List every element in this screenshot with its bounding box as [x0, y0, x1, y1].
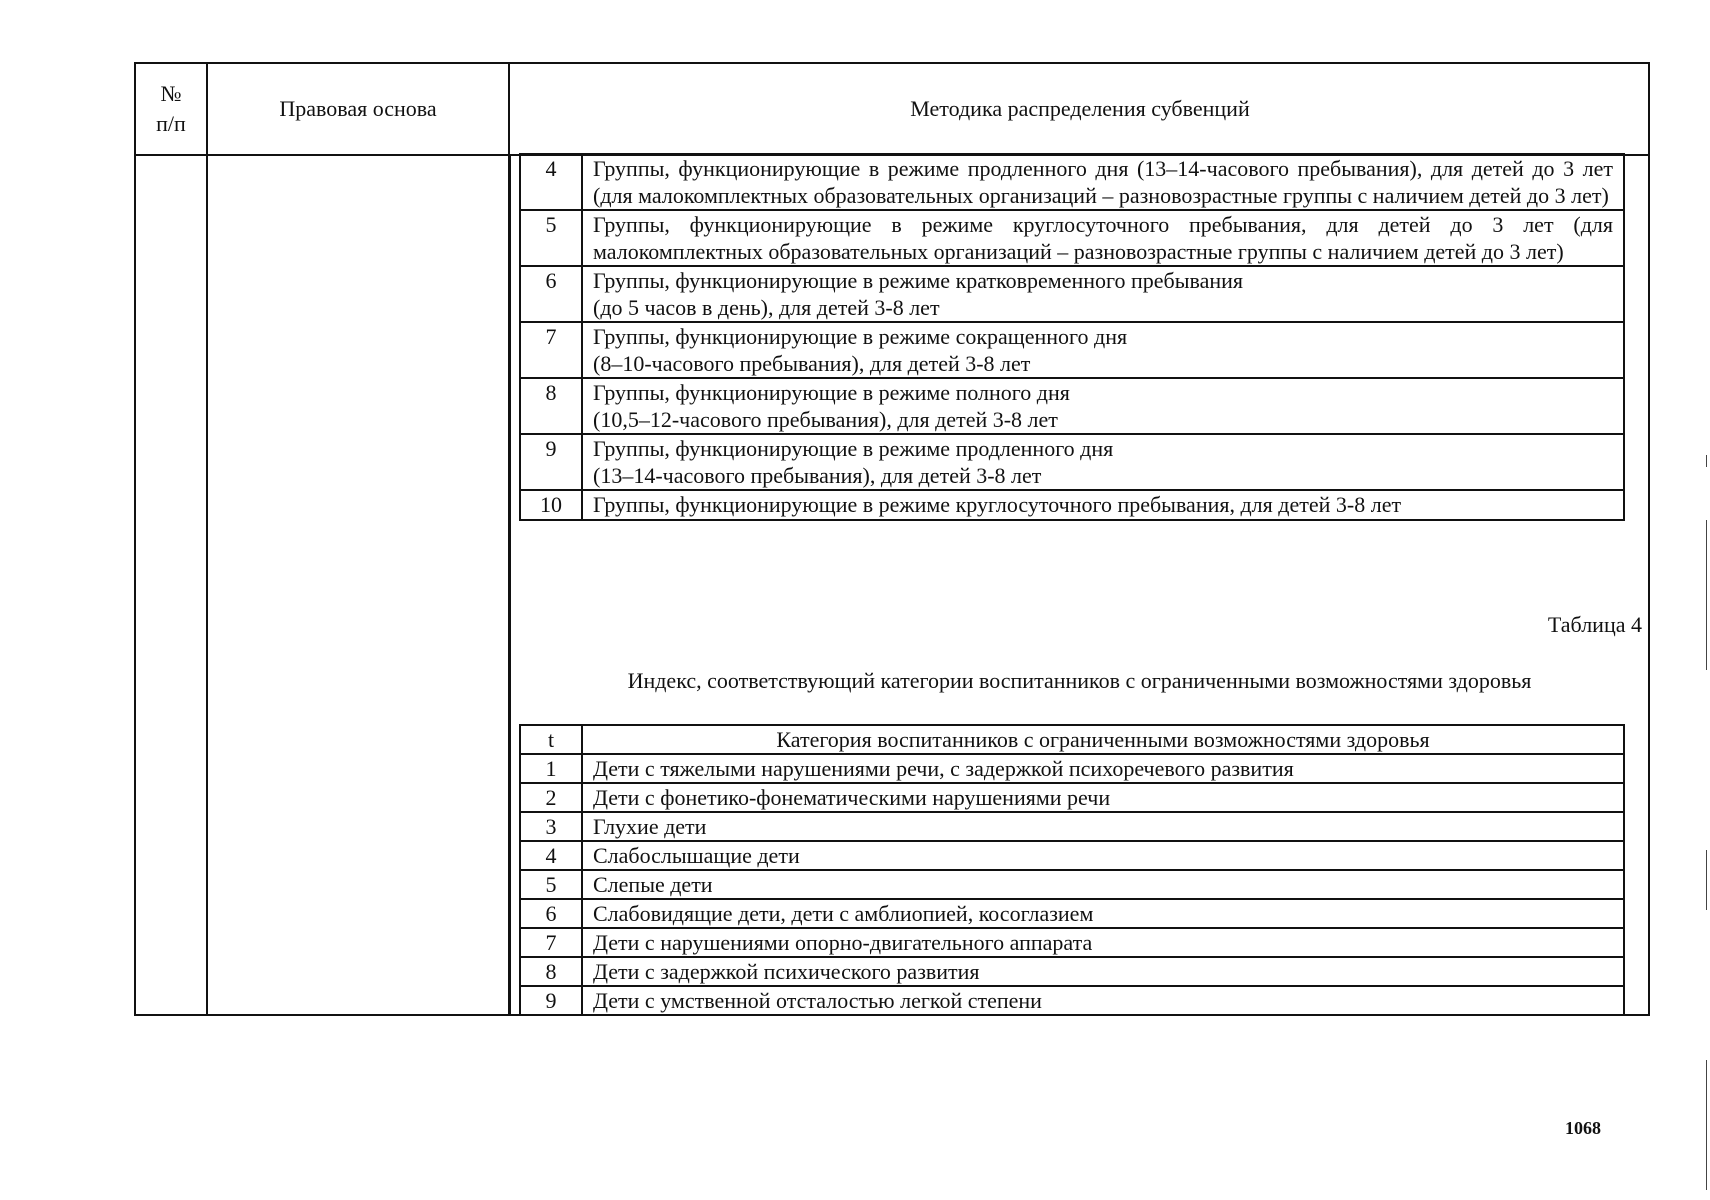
row-number: 6 — [520, 266, 582, 322]
row-category: Дети с умственной отсталостью легкой степени — [582, 986, 1624, 1015]
scan-mark — [1706, 455, 1707, 467]
row-index: 1 — [520, 754, 582, 783]
table-row — [520, 378, 1624, 434]
row-number: 5 — [520, 210, 582, 266]
table-row — [520, 322, 1624, 378]
table-row — [520, 899, 1624, 928]
row-category: Дети с тяжелыми нарушениями речи, с задержкой психоречевого развития — [582, 754, 1624, 783]
row-description: Группы, функционирующие в режиме круглосуточного пребывания, для детей до 3 лет (для малокомплектных образовательных организаций – разновозрастные группы с наличием детей до 3 лет) — [582, 210, 1624, 266]
scan-mark — [1706, 1060, 1707, 1190]
row-number: 7 — [520, 322, 582, 378]
row-number: 8 — [520, 378, 582, 434]
row-number: 9 — [520, 434, 582, 490]
table-row — [520, 434, 1624, 490]
row-index: 9 — [520, 986, 582, 1015]
row-number: 10 — [520, 490, 582, 520]
header-methodology: Методика распределения субвенций — [910, 96, 1250, 121]
table-row — [520, 928, 1624, 957]
column-divider-2-double — [510, 154, 511, 1014]
column-divider-1 — [206, 64, 208, 1014]
row-index: 6 — [520, 899, 582, 928]
row-index: 3 — [520, 812, 582, 841]
row-category: Слабовидящие дети, дети с амблиопией, косоглазием — [582, 899, 1624, 928]
table-header-row — [520, 725, 1624, 754]
table-row — [520, 754, 1624, 783]
row-category: Дети с нарушениями опорно-двигательного аппарата — [582, 928, 1624, 957]
table-label: Таблица 4 — [1547, 612, 1642, 637]
scan-mark — [1706, 520, 1707, 670]
header-index: t — [520, 725, 582, 754]
table-row — [520, 957, 1624, 986]
table-row — [520, 210, 1624, 266]
row-category: Глухие дети — [582, 812, 1624, 841]
row-index: 4 — [520, 841, 582, 870]
row-description: Группы, функционирующие в режиме кратковременного пребывания (до 5 часов в день), для детей 3-8 лет — [582, 266, 1624, 322]
page-number: 1068 — [1565, 1118, 1601, 1138]
row-description: Группы, функционирующие в режиме круглосуточного пребывания, для детей 3-8 лет — [582, 490, 1624, 520]
table-row — [520, 490, 1624, 520]
row-category: Дети с фонетико-фонематическими нарушениями речи — [582, 783, 1624, 812]
row-category: Слабослышащие дети — [582, 841, 1624, 870]
scan-mark — [1706, 850, 1707, 910]
table-row — [520, 986, 1624, 1015]
row-description: Группы, функционирующие в режиме продленного дня (13–14-часового пребывания), для детей 3-8 лет — [582, 434, 1624, 490]
table-row — [520, 783, 1624, 812]
table-row — [520, 812, 1624, 841]
header-legal-basis: Правовая основа — [279, 96, 437, 121]
header-category: Категория воспитанников с ограниченными возможностями здоровья — [582, 725, 1624, 754]
table-row — [520, 841, 1624, 870]
row-index: 7 — [520, 928, 582, 957]
row-index: 2 — [520, 783, 582, 812]
row-description: Группы, функционирующие в режиме полного дня (10,5–12-часового пребывания), для детей 3-8 лет — [582, 378, 1624, 434]
row-index: 5 — [520, 870, 582, 899]
categories-table — [519, 724, 1625, 1016]
table-row — [520, 870, 1624, 899]
row-category: Дети с задержкой психического развития — [582, 957, 1624, 986]
row-number: 4 — [520, 154, 582, 210]
row-category: Слепые дети — [582, 870, 1624, 899]
table-title: Индекс, соответствующий категории воспитанников с ограниченными возможностями здоровья — [627, 668, 1532, 693]
groups-table — [519, 153, 1625, 521]
row-description: Группы, функционирующие в режиме продленного дня (13–14-часового пребывания), для детей до 3 лет (для малокомплектных образовательных организаций – разновозрастные группы с наличием детей до 3 лет) — [582, 154, 1624, 210]
row-index: 8 — [520, 957, 582, 986]
header-number: № п/п — [156, 81, 186, 136]
row-description: Группы, функционирующие в режиме сокращенного дня (8–10-часового пребывания), для детей 3-8 лет — [582, 322, 1624, 378]
table-row — [520, 266, 1624, 322]
table-row — [520, 154, 1624, 210]
